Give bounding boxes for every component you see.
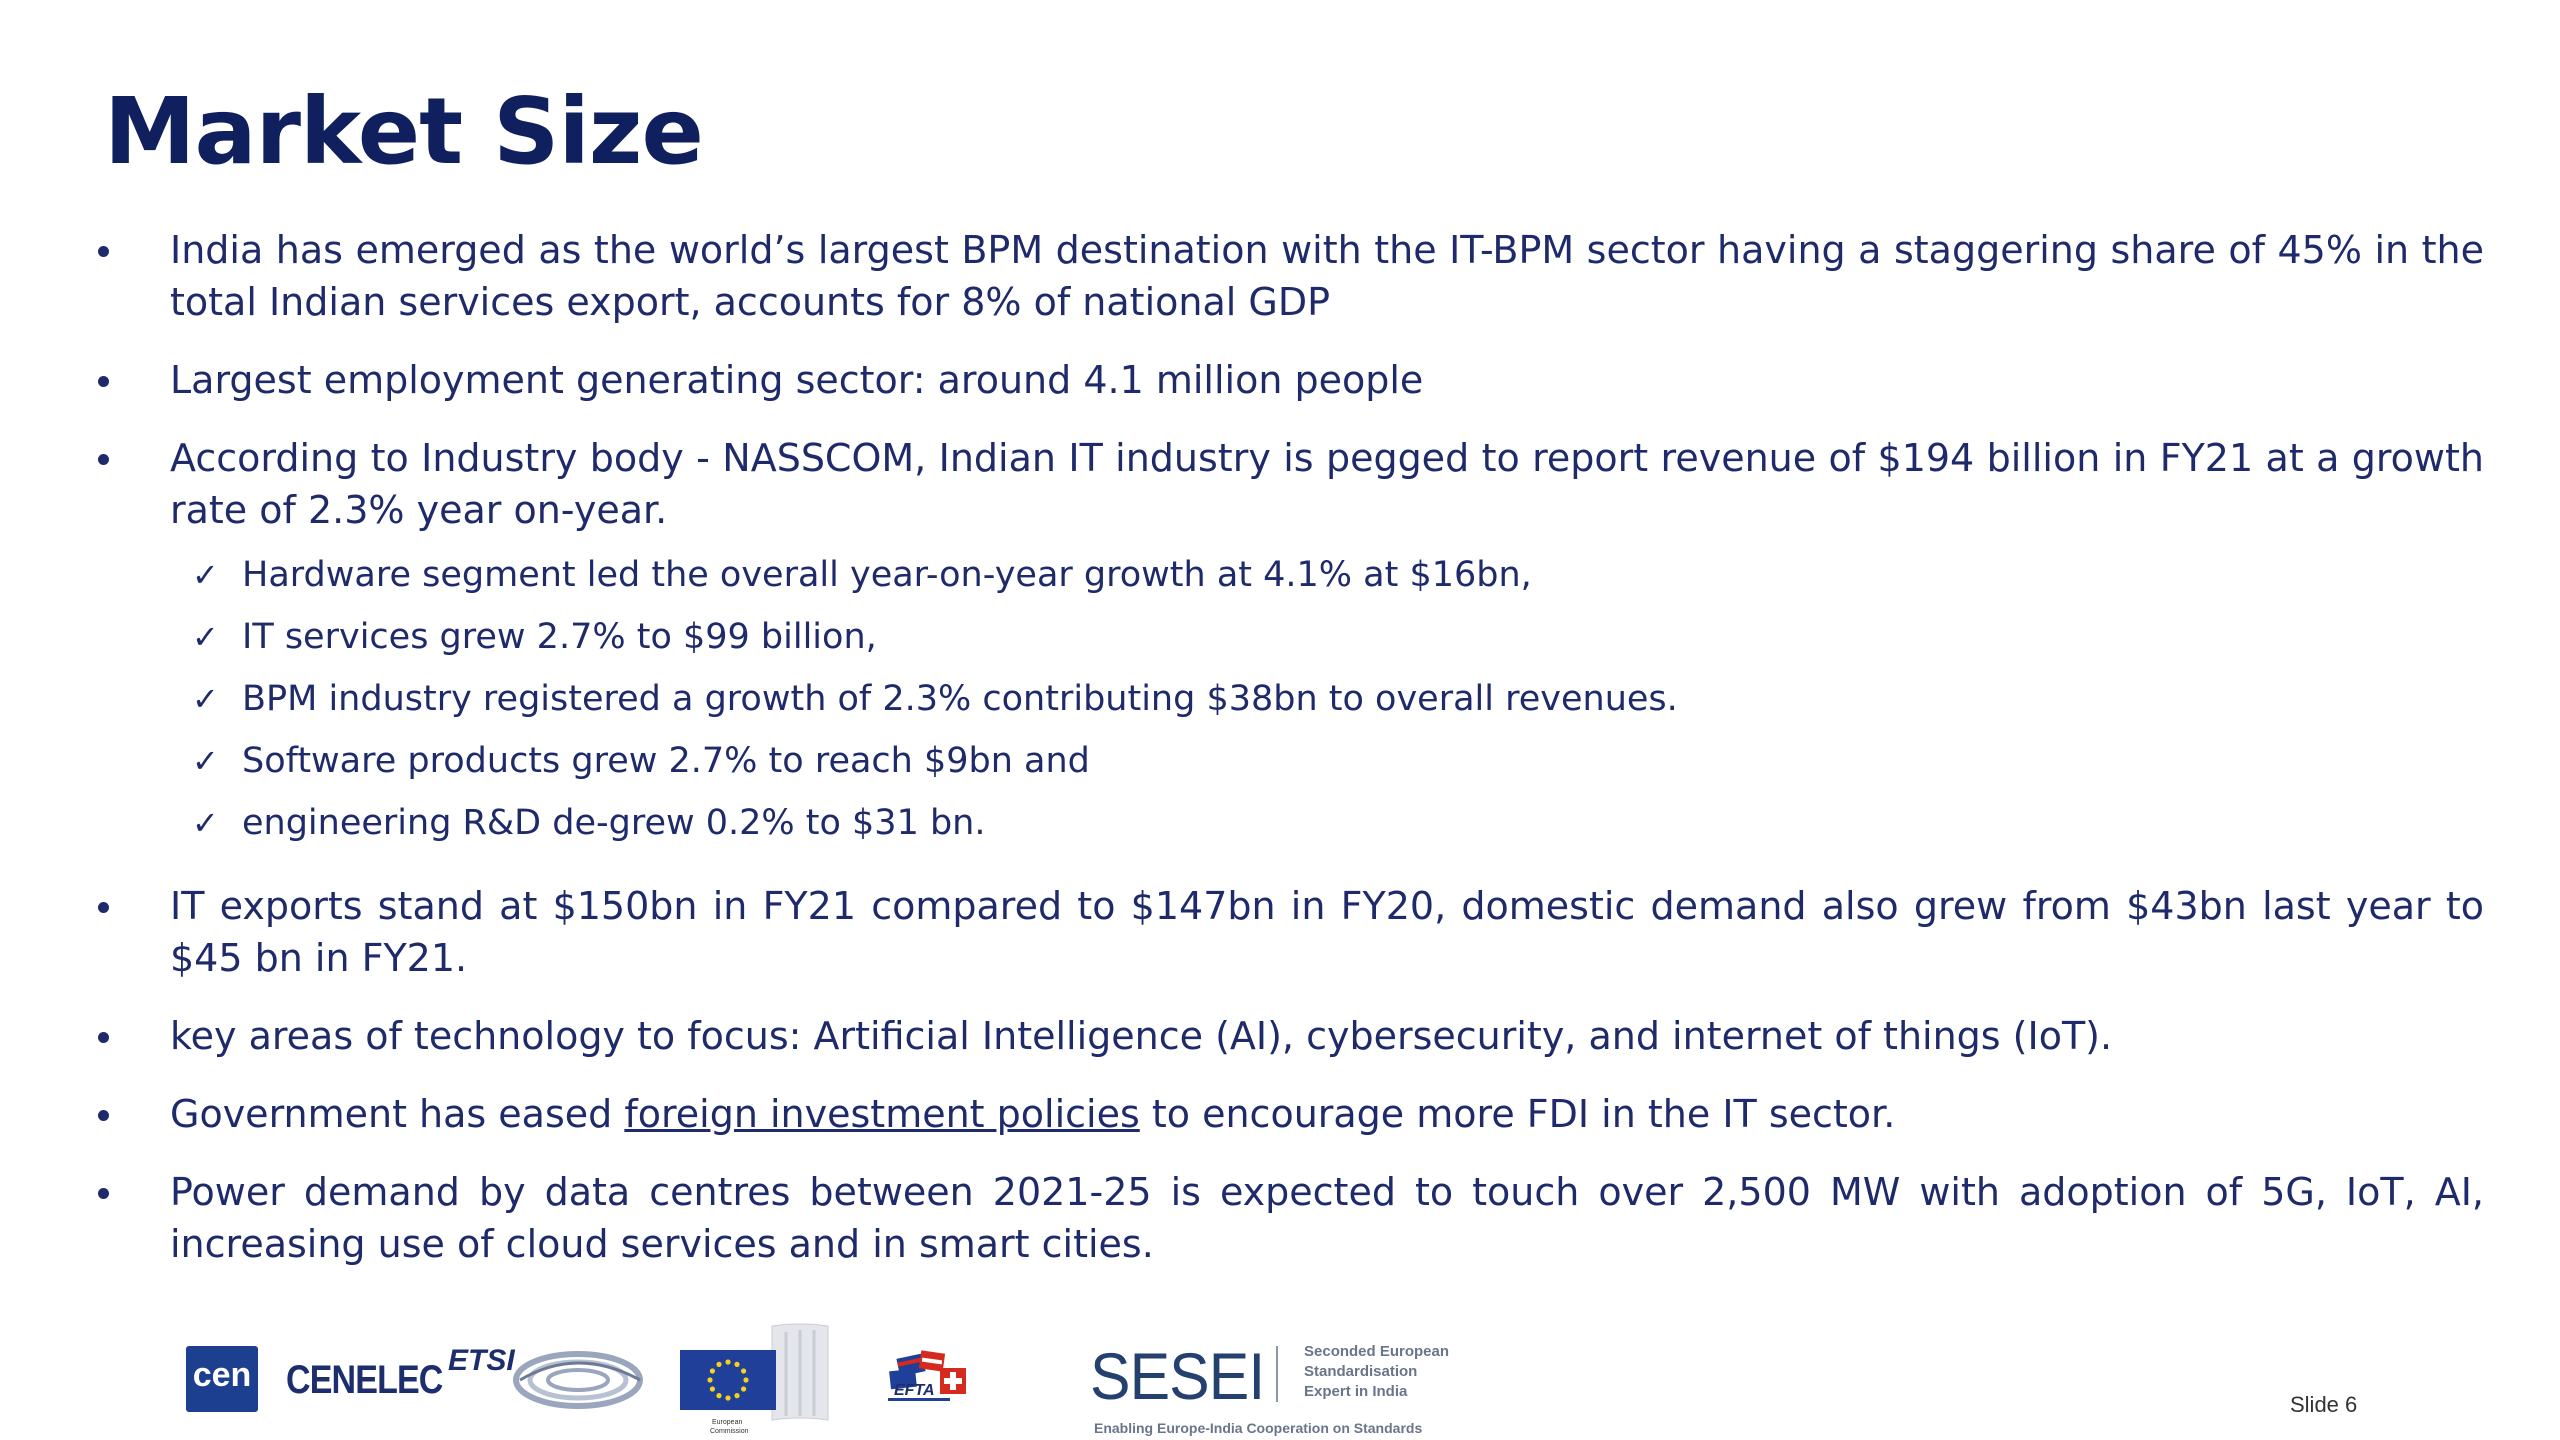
- checkmark-icon: ✓: [192, 680, 219, 718]
- bullet-list: [92, 224, 2484, 1296]
- bullet-item: [92, 1166, 2484, 1270]
- sub-item: [92, 792, 2484, 854]
- checkmark-icon: ✓: [192, 556, 219, 594]
- bullet-text: According to Industry body - NASSCOM, Indian IT industry is pegged to report revenue of $194 billion in FY21 at a growth rate of 2.3% year on-year.: [170, 436, 2484, 532]
- sesei-divider: [1276, 1346, 1278, 1402]
- sub-item-text: Hardware segment led the overall year-on-year growth at 4.1% at $16bn,: [242, 555, 1532, 595]
- bullet-item: [92, 1088, 2484, 1140]
- bullet-item: [92, 432, 2484, 536]
- sesei-logo: [1090, 1338, 1510, 1434]
- partner-logos: [0, 1318, 2560, 1440]
- bullet-text: India has emerged as the world’s largest BPM destination with the IT-BPM sector having a staggering share of 45% in the total Indian services export, accounts for 8% of national GDP: [170, 228, 2484, 324]
- european-commission-logo: [676, 1320, 836, 1436]
- etsi-logo-text: ETSI: [448, 1344, 515, 1377]
- bullet-item: [92, 224, 2484, 328]
- efta-logo: [884, 1348, 976, 1414]
- checkmark-icon: ✓: [192, 804, 219, 842]
- ec-caption-line-1: European: [712, 1419, 743, 1426]
- checkmark-icon: ✓: [192, 742, 219, 780]
- bullet-text-after-link: to encourage more FDI in the IT sector.: [1139, 1092, 1896, 1136]
- sesei-description: [1304, 1342, 1449, 1402]
- sub-item-text: Software products grew 2.7% to reach $9bn and: [242, 741, 1090, 781]
- foreign-investment-policies-link[interactable]: foreign investment policies: [624, 1092, 1140, 1136]
- bullet-text: IT exports stand at $150bn in FY21 compared to $147bn in FY20, domestic demand also grew from $43bn last year to $45 bn in FY21.: [170, 884, 2484, 980]
- revenue-breakdown-list: [92, 544, 2484, 854]
- sub-item-text: engineering R&D de-grew 0.2% to $31 bn.: [242, 803, 986, 843]
- etsi-logo: [448, 1336, 648, 1420]
- efta-flags-icon: [884, 1348, 976, 1414]
- bullet-item: [92, 354, 2484, 406]
- sesei-tagline: Enabling Europe-India Cooperation on Standards: [1094, 1420, 1423, 1436]
- bullet-text: Largest employment generating sector: around 4.1 million people: [170, 358, 1424, 402]
- checkmark-icon: ✓: [192, 618, 219, 656]
- efta-logo-text: EFTA: [894, 1382, 935, 1399]
- slide-title: Market Size: [104, 78, 703, 185]
- sub-item: [92, 668, 2484, 730]
- bullet-item: [92, 880, 2484, 984]
- sub-item: [92, 544, 2484, 606]
- bullet-text: key areas of technology to focus: Artificial Intelligence (AI), cybersecurity, and internet of things (IoT).: [170, 1014, 2113, 1058]
- slide-number: Slide 6: [2290, 1392, 2358, 1417]
- sub-item-text: BPM industry registered a growth of 2.3% contributing $38bn to overall revenues.: [242, 679, 1678, 719]
- sesei-description-line: Seconded European: [1304, 1343, 1450, 1360]
- sesei-description-line: Standardisation: [1304, 1363, 1418, 1380]
- bullet-text-before-link: Government has eased: [170, 1092, 625, 1136]
- sesei-description-line: Expert in India: [1304, 1383, 1408, 1400]
- ec-caption-line-2: Commission: [710, 1428, 749, 1435]
- bullet-text: Power demand by data centres between 2021-25 is expected to touch over 2,500 MW with adoption of 5G, IoT, AI, increasing use of cloud services and in smart cities.: [170, 1170, 2484, 1266]
- sub-item: [92, 730, 2484, 792]
- cen-logo: cen: [186, 1346, 258, 1412]
- cenelec-logo: CENELEC: [286, 1358, 443, 1402]
- sub-item: [92, 606, 2484, 668]
- sesei-logo-text: SESEI: [1090, 1339, 1265, 1413]
- sub-item-text: IT services grew 2.7% to $99 billion,: [242, 617, 877, 657]
- bullet-item: [92, 1010, 2484, 1062]
- eu-flag-icon: [676, 1320, 836, 1436]
